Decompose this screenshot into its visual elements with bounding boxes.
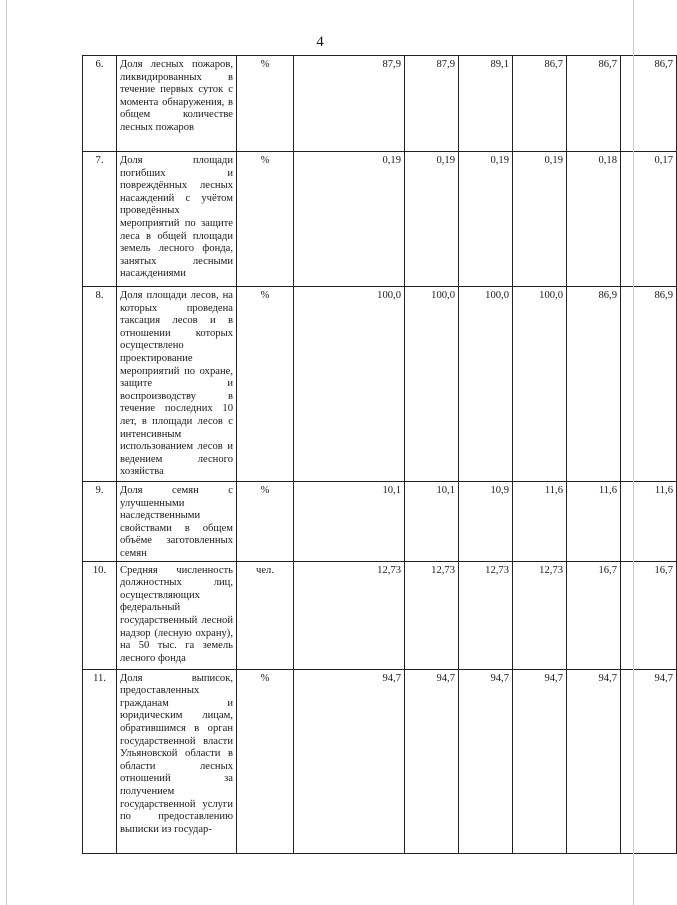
value-cell: 94,7 [294, 669, 405, 853]
indicator-name: Средняя численность должностных лиц, осуществляющих федеральный государственный лесной надзор (лесную охрану), на 50 тыс. га земель лесного фонда [117, 561, 237, 669]
value-cell: 16,7 [621, 561, 677, 669]
value-cell: 10,1 [405, 482, 459, 562]
row-number: 6. [83, 56, 117, 152]
value-cell: 86,9 [567, 287, 621, 482]
row-number: 8. [83, 287, 117, 482]
scan-edge-mark [633, 0, 634, 905]
unit-cell: % [237, 152, 294, 287]
unit-cell: % [237, 56, 294, 152]
value-cell: 16,7 [567, 561, 621, 669]
table-row [83, 56, 677, 152]
value-cell: 0,19 [294, 152, 405, 287]
value-cell: 87,9 [294, 56, 405, 152]
value-cell: 94,7 [621, 669, 677, 853]
table-row [83, 287, 677, 482]
unit-cell: % [237, 287, 294, 482]
indicator-name: Доля семян с улучшенными наследственными свойствами в общем объёме заготовленных семян [117, 482, 237, 562]
value-cell: 94,7 [459, 669, 513, 853]
value-cell: 11,6 [621, 482, 677, 562]
indicators-table [82, 55, 677, 854]
value-cell: 94,7 [513, 669, 567, 853]
indicator-name: Доля лесных пожаров, ликвидированных в течение первых суток с момента обнаружения, в общем количестве лесных пожаров [117, 56, 237, 152]
indicator-name: Доля площади лесов, на которых проведена таксация лесов и в отношении которых осуществлено проектирование мероприятий по охране, защите и воспроизводству в течение последних 10 лет, в площади лесов с интенсивным использованием лесов и ведением лесного хозяйства [117, 287, 237, 482]
table-row [83, 482, 677, 562]
value-cell: 86,7 [513, 56, 567, 152]
value-cell: 12,73 [294, 561, 405, 669]
row-number: 11. [83, 669, 117, 853]
value-cell: 10,9 [459, 482, 513, 562]
value-cell: 100,0 [513, 287, 567, 482]
value-cell: 86,7 [567, 56, 621, 152]
row-number: 9. [83, 482, 117, 562]
value-cell: 94,7 [567, 669, 621, 853]
value-cell: 0,19 [513, 152, 567, 287]
table-row [83, 561, 677, 669]
unit-cell: чел. [237, 561, 294, 669]
value-cell: 89,1 [459, 56, 513, 152]
scan-edge-mark [6, 0, 7, 905]
value-cell: 12,73 [459, 561, 513, 669]
value-cell: 12,73 [513, 561, 567, 669]
table-row [83, 152, 677, 287]
page-number: 4 [316, 34, 324, 50]
value-cell: 94,7 [405, 669, 459, 853]
value-cell: 86,9 [621, 287, 677, 482]
row-number: 10. [83, 561, 117, 669]
value-cell: 87,9 [405, 56, 459, 152]
value-cell: 12,73 [405, 561, 459, 669]
value-cell: 10,1 [294, 482, 405, 562]
value-cell: 0,18 [567, 152, 621, 287]
unit-cell: % [237, 669, 294, 853]
indicator-name: Доля выписок, предоставленных гражданам и юридическим лицам, обратившимся в орган государственной власти Ульяновской области в области лесных отношений за получением государственной услуги по предоставлению выписки из государ- [117, 669, 237, 853]
unit-cell: % [237, 482, 294, 562]
table-row [83, 669, 677, 853]
value-cell: 11,6 [513, 482, 567, 562]
value-cell: 100,0 [294, 287, 405, 482]
indicator-name: Доля площади погибших и повреждённых лесных насаждений с учётом проведённых мероприятий по защите леса в общей площади земель лесного фонда, занятых лесными насаждениями [117, 152, 237, 287]
value-cell: 0,17 [621, 152, 677, 287]
value-cell: 0,19 [459, 152, 513, 287]
row-number: 7. [83, 152, 117, 287]
value-cell: 100,0 [459, 287, 513, 482]
value-cell: 100,0 [405, 287, 459, 482]
value-cell: 0,19 [405, 152, 459, 287]
value-cell: 11,6 [567, 482, 621, 562]
value-cell: 86,7 [621, 56, 677, 152]
